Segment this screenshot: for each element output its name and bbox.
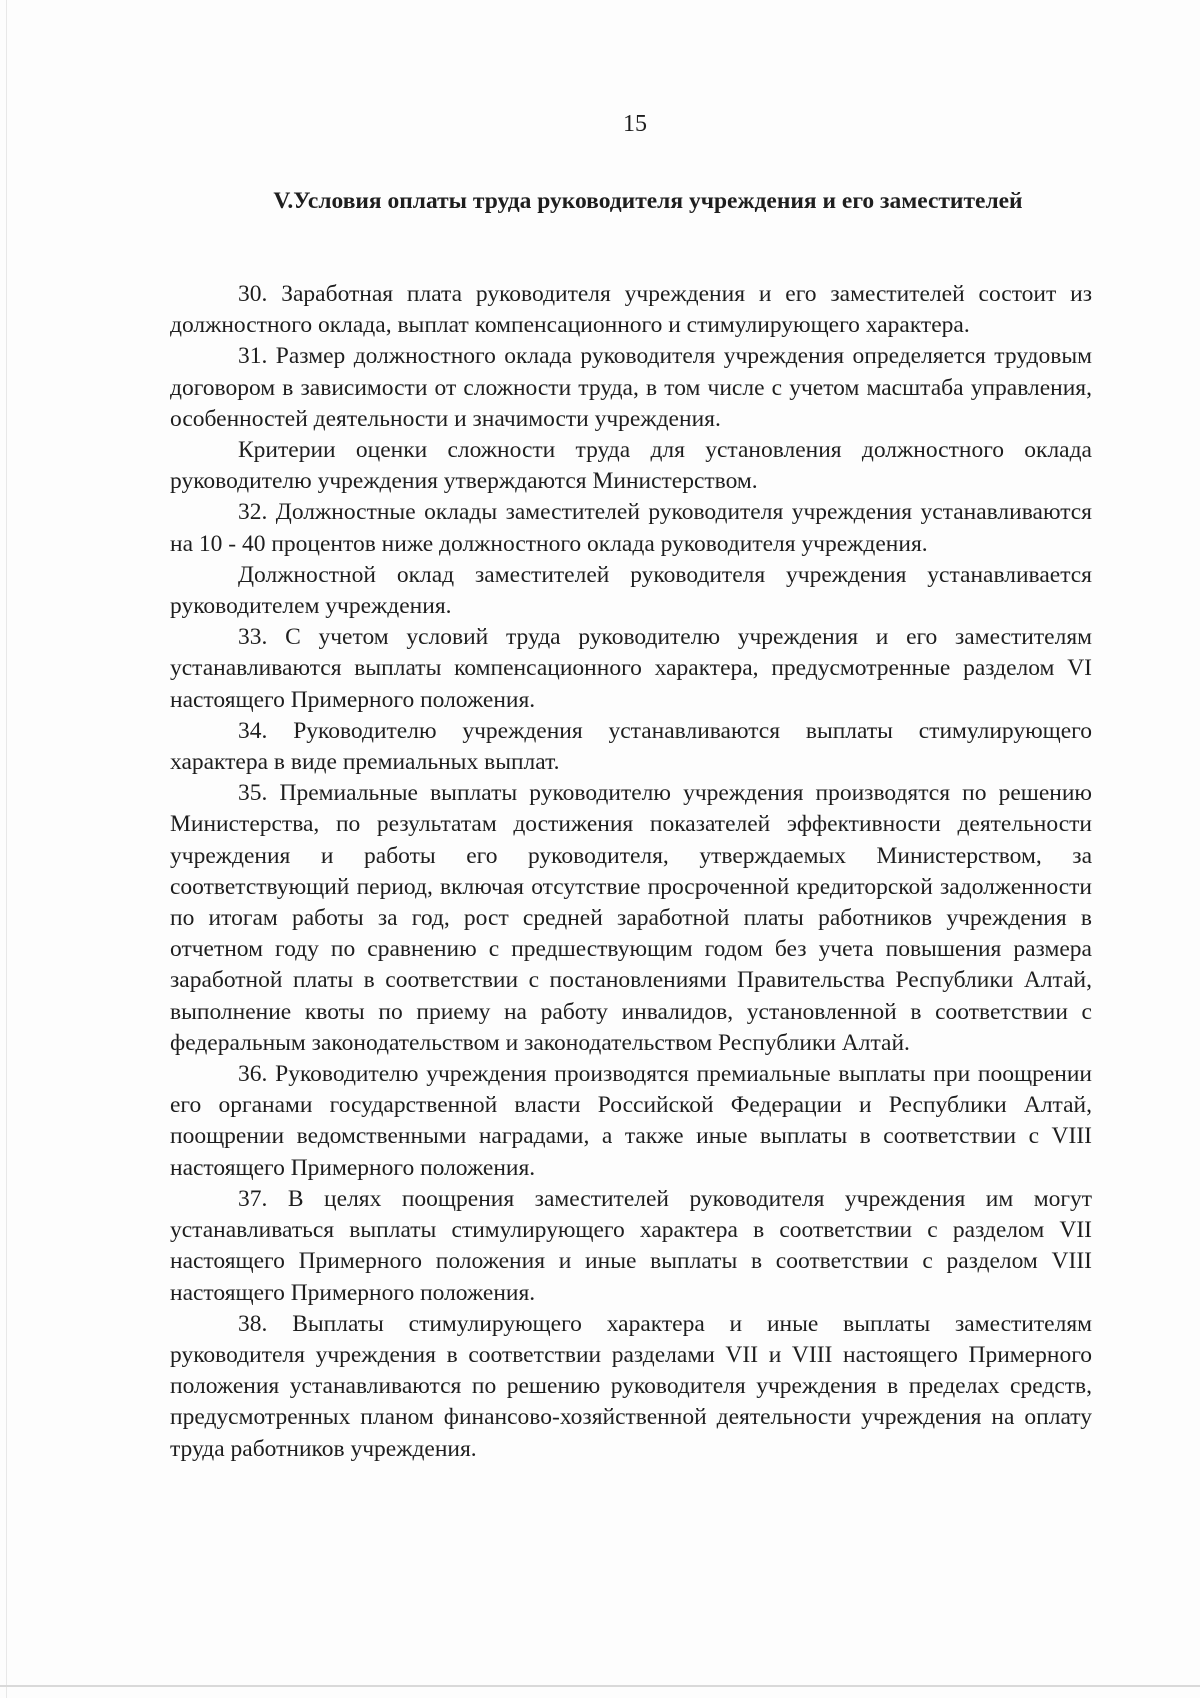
page-number: 15 bbox=[623, 111, 647, 137]
paragraph-33: 33. С учетом условий труда руководителю учреждения и его заместителям устанавливаются выплаты компенсационного характера, предусмотренные разделом VI настоящего Примерного положения. bbox=[170, 624, 1092, 713]
scan-edge-bottom bbox=[0, 1685, 1200, 1687]
paragraph-34: 34. Руководителю учреждения устанавливаются выплаты стимулирующего характера в виде премиальных выплат. bbox=[170, 717, 1092, 776]
document-body bbox=[170, 279, 1092, 1465]
paragraph-31-criteria: Критерии оценки сложности труда для установления должностного оклада руководителю учреждения утверждаются Министерством. bbox=[170, 437, 1092, 495]
scan-edge-left bbox=[6, 0, 7, 1698]
paragraph-30: 30. Заработная плата руководителя учреждения и его заместителей состоит из должностного оклада, выплат компенсационного и стимулирующего характера. bbox=[170, 281, 1092, 339]
paragraph-32-deputy-salary: Должностной оклад заместителей руководителя учреждения устанавливается руководителем учреждения. bbox=[170, 561, 1092, 620]
paragraph-35: 35. Премиальные выплаты руководителю учреждения производятся по решению Министерства, по результатам достижения показателей эффективности деятельности учреждения и работы его руководителя, утверждаемых Министерством, за соответствующий период, включая отсутствие просроченной кредиторской задолженности по итогам работы за год, рост средней заработной платы работников учреждения в отчетном году по сравнению с предшествующим годом без учета повышения размера заработной платы в соответствии с постановлениями Правительства Республики Алтай, выполнение квоты по приему на работу инвалидов, установленной в соответствии с федеральным законодательством и законодательством Республики Алтай. bbox=[170, 780, 1092, 1056]
paragraph-37: 37. В целях поощрения заместителей руководителя учреждения им могут устанавливаться выплаты стимулирующего характера в соответствии с разделом VII настоящего Примерного положения и иные выплаты в соответствии с разделом VIII настоящего Примерного положения. bbox=[170, 1185, 1092, 1306]
paragraph-32: 32. Должностные оклады заместителей руководителя учреждения устанавливаются на 10 - 40 процентов ниже должностного оклада руководителя учреждения. bbox=[170, 499, 1092, 557]
section-heading: V.Условия оплаты труда руководителя учреждения и его заместителей bbox=[273, 188, 1023, 214]
paragraph-38: 38. Выплаты стимулирующего характера и иные выплаты заместителям руководителя учреждения в соответствии разделами VII и VIII настоящего Примерного положения устанавливаются по решению руководителя учреждения в пределах средств, предусмотренных планом финансово-хозяйственной деятельности учреждения на оплату труда работников учреждения. bbox=[170, 1310, 1092, 1462]
paragraph-31: 31. Размер должностного оклада руководителя учреждения определяется трудовым договором в зависимости от сложности труда, в том числе с учетом масштаба управления, особенностей деятельности и значимости учреждения. bbox=[170, 343, 1092, 432]
paragraph-36: 36. Руководителю учреждения производятся премиальные выплаты при поощрении его органами государственной власти Российской Федерации и Республики Алтай, поощрении ведомственными наградами, а также иные выплаты в соответствии с VIII настоящего Примерного положения. bbox=[170, 1061, 1092, 1181]
